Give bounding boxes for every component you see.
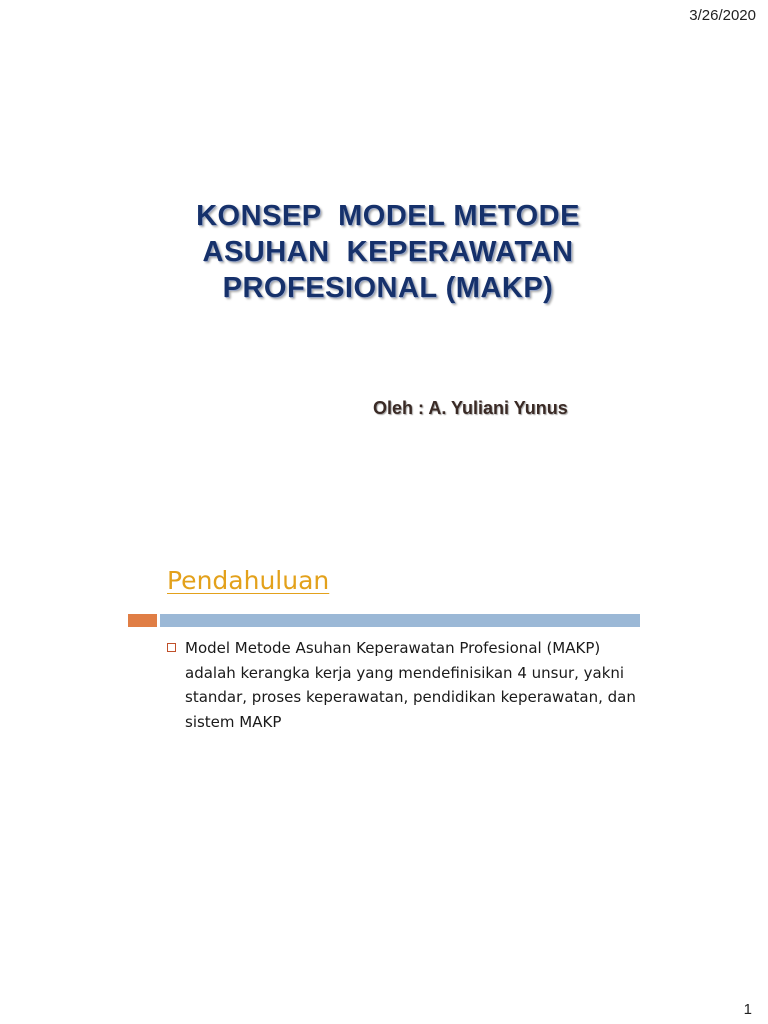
author-credit: Oleh : A. Yuliani Yunus xyxy=(373,398,568,418)
list-item xyxy=(167,636,637,734)
heading-rule-bar xyxy=(160,614,640,627)
slide-title-line-2: ASUHAN KEPERAWATAN xyxy=(202,236,574,268)
bullet-list xyxy=(167,636,637,734)
slide-title-line-1: KONSEP MODEL METODE xyxy=(196,200,580,232)
square-bullet-icon xyxy=(167,643,176,652)
slide-title-line-3: PROFESIONAL (MAKP) xyxy=(222,272,554,304)
bullet-text: Model Metode Asuhan Keperawatan Profesional (MAKP) adalah kerangka kerja yang mendefinisikan 4 unsur, yakni standar, proses keperawatan, pendidikan keperawatan, dan sistem MAKP xyxy=(185,639,636,731)
slide-title xyxy=(0,198,768,306)
heading-rule-accent xyxy=(128,614,157,627)
section-heading: Pendahuluan xyxy=(167,566,330,595)
print-date: 3/26/2020 xyxy=(689,7,756,24)
page-number: 1 xyxy=(743,1001,752,1018)
